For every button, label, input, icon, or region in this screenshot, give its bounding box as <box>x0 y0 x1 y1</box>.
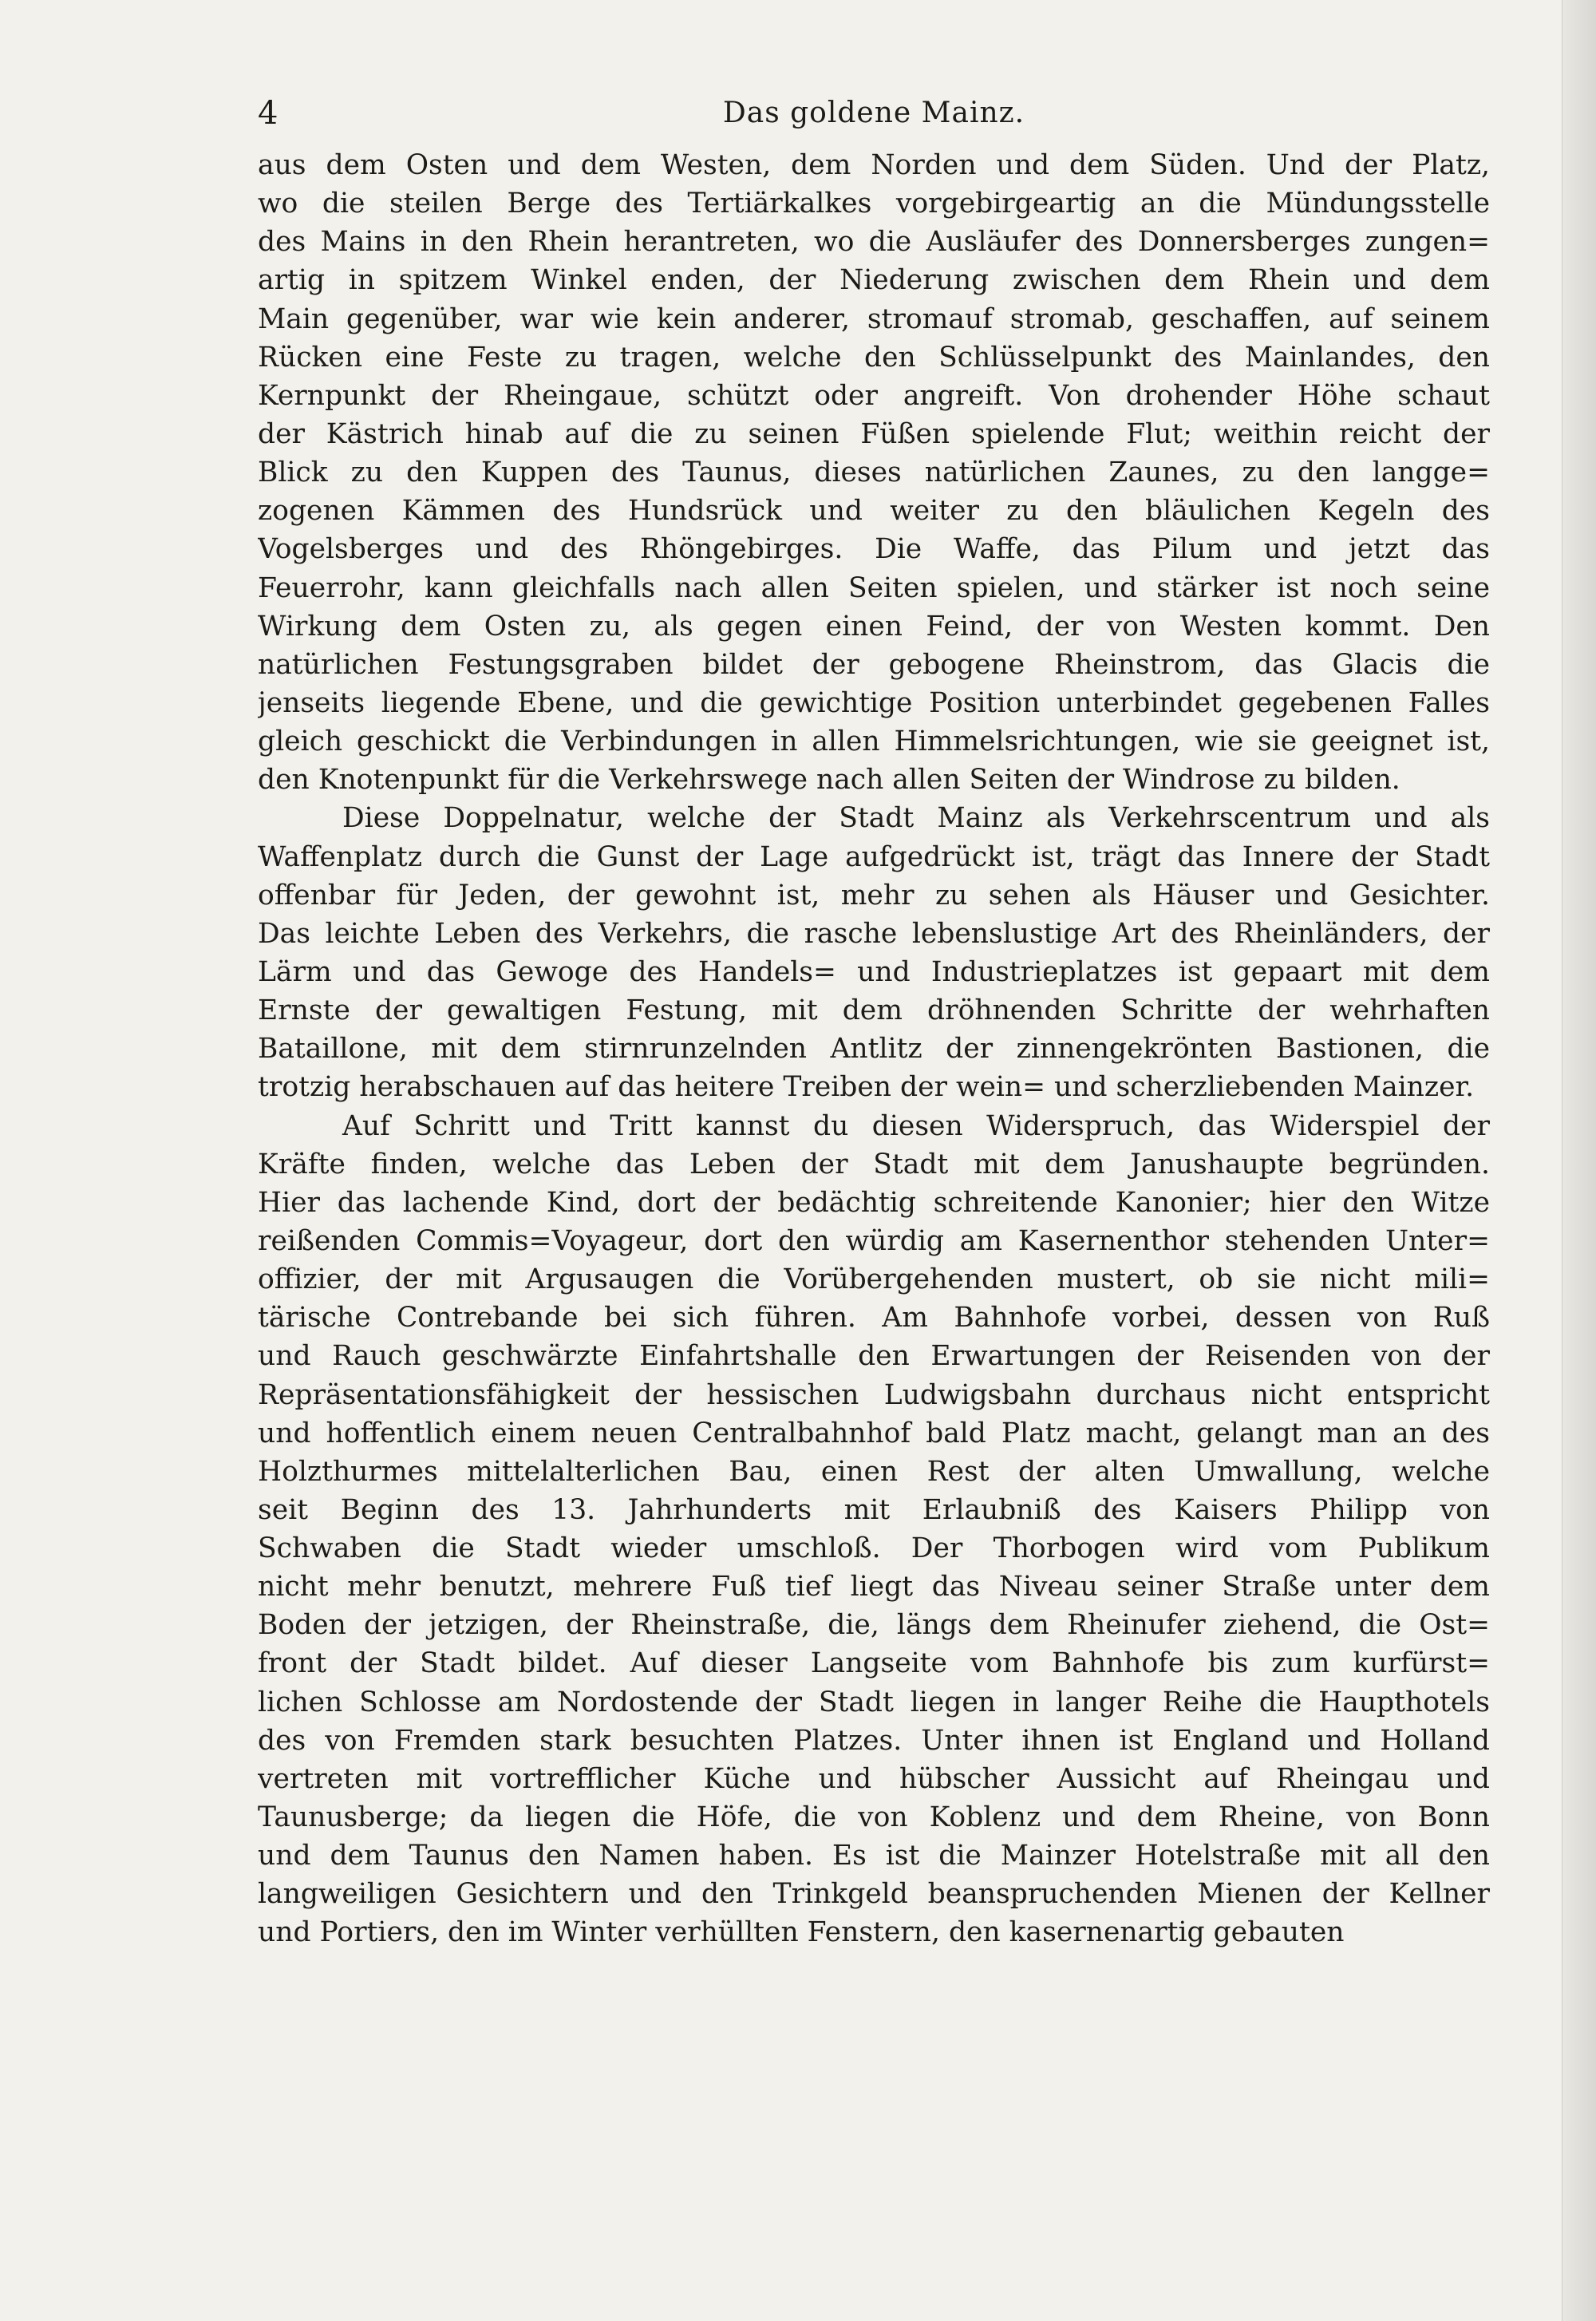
text-line: gleich geschickt die Verbindungen in allen Himmelsrichtungen, wie sie geeignet ist, <box>258 726 1490 758</box>
text-line: der Kästrich hinab auf die zu seinen Füßen spielende Flut; weithin reicht der <box>258 417 1490 450</box>
text-line: Waffenplatz durch die Gunst der Lage aufgedrückt ist, trägt das Innere der Stadt <box>258 840 1490 873</box>
text-line: Schwaben die Stadt wieder umschloß. Der Thorbogen wird vom Publikum <box>258 1532 1490 1565</box>
text-line: natürlichen Festungsgraben bildet der gebogene Rheinstrom, das Glacis die <box>258 648 1490 681</box>
text-line: Lärm und das Gewoge des Handels= und Industrieplatzes ist gepaart mit dem <box>258 955 1490 988</box>
text-line: vertreten mit vortrefflicher Küche und hübscher Aussicht auf Rheingau und <box>258 1762 1490 1795</box>
text-line: Repräsentationsfähigkeit der hessischen Ludwigsbahn durchaus nicht entspricht <box>258 1378 1490 1411</box>
page-header <box>258 89 1490 137</box>
text-line: Vogelsberges und des Rhöngebirges. Die Waffe, das Pilum und jetzt das <box>258 533 1490 566</box>
text-line: front der Stadt bildet. Auf dieser Langseite vom Bahnhofe bis zum kurfürst= <box>258 1647 1490 1680</box>
text-line: Kernpunkt der Rheingaue, schützt oder angreift. Von drohender Höhe schaut <box>258 379 1490 412</box>
text-line: aus dem Osten und dem Westen, dem Norden und dem Süden. Und der Platz, <box>258 149 1490 181</box>
text-line: Das leichte Leben des Verkehrs, die rasche lebenslustige Art des Rheinländers, der <box>258 917 1490 950</box>
text-line: und Rauch geschwärzte Einfahrtshalle den Erwartungen der Reisenden von der <box>258 1340 1490 1373</box>
text-line: reißenden Commis=Voyageur, dort den würdig am Kasernenthor stehenden Unter= <box>258 1224 1490 1257</box>
text-line: Kräfte finden, welche das Leben der Stadt mit dem Janushaupte begründen. <box>258 1148 1490 1180</box>
page-number: 4 <box>258 95 279 132</box>
text-line: langweiligen Gesichtern und den Trinkgeld beanspruchenden Mienen der Kellner <box>258 1878 1490 1911</box>
text-line: Hier das lachende Kind, dort der bedächtig schreitende Kanonier; hier den Witze <box>258 1186 1490 1219</box>
text-line: den Knotenpunkt für die Verkehrswege nach allen Seiten der Windrose zu bilden. <box>258 764 1400 797</box>
text-line: seit Beginn des 13. Jahrhunderts mit Erlaubniß des Kaisers Philipp von <box>258 1493 1490 1526</box>
text-line: Rücken eine Feste zu tragen, welche den Schlüsselpunkt des Mainlandes, den <box>258 341 1490 374</box>
text-line: Main gegenüber, war wie kein anderer, stromauf stromab, geschaffen, auf seinem <box>258 302 1490 335</box>
text-line: Diese Doppelnatur, welche der Stadt Mainz als Verkehrscentrum und als <box>342 802 1490 835</box>
text-line: offenbar für Jeden, der gewohnt ist, mehr zu sehen als Häuser und Gesichter. <box>258 879 1490 911</box>
text-line: Holzthurmes mittelalterlichen Bau, einen Rest der alten Umwallung, welche <box>258 1455 1490 1488</box>
text-line: jenseits liegende Ebene, und die gewichtige Position unterbindet gegebenen Falles <box>258 686 1490 719</box>
text-line: Boden der jetzigen, der Rheinstraße, die, längs dem Rheinufer ziehend, die Ost= <box>258 1609 1490 1642</box>
running-title: Das goldene Mainz. <box>722 97 1025 129</box>
text-line: des von Fremden stark besuchten Platzes. Unter ihnen ist England und Holland <box>258 1724 1490 1757</box>
text-line: tärische Contrebande bei sich führen. Am Bahnhofe vorbei, dessen von Ruß <box>258 1302 1490 1334</box>
text-line: zogenen Kämmen des Hundsrück und weiter zu den bläulichen Kegeln des <box>258 495 1490 528</box>
text-line: Ernste der gewaltigen Festung, mit dem dröhnenden Schritte der wehrhaften <box>258 994 1490 1027</box>
text-line: Feuerrohr, kann gleichfalls nach allen Seiten spielen, und stärker ist noch seine <box>258 571 1490 604</box>
text-line: artig in spitzem Winkel enden, der Niederung zwischen dem Rhein und dem <box>258 264 1490 297</box>
text-line: Blick zu den Kuppen des Taunus, dieses natürlichen Zaunes, zu den langge= <box>258 457 1490 489</box>
text-line: trotzig herabschauen auf das heitere Treiben der wein= und scherzliebenden Mainzer. <box>258 1071 1475 1104</box>
text-line: Wirkung dem Osten zu, als gegen einen Feind, der von Westen kommt. Den <box>258 610 1490 643</box>
text-line: offizier, der mit Argusaugen die Vorübergehenden mustert, ob sie nicht mili= <box>258 1263 1490 1296</box>
text-line: und Portiers, den im Winter verhüllten Fenstern, den kasernenartig gebauten <box>258 1916 1345 1949</box>
text-line: nicht mehr benutzt, mehrere Fuß tief liegt das Niveau seiner Straße unter dem <box>258 1571 1490 1603</box>
text-line: Taunusberge; da liegen die Höfe, die von Koblenz und dem Rheine, von Bonn <box>258 1801 1490 1834</box>
text-line: Auf Schritt und Tritt kannst du diesen Widerspruch, das Widerspiel der <box>342 1109 1490 1142</box>
text-line: und dem Taunus den Namen haben. Es ist die Mainzer Hotelstraße mit all den <box>258 1840 1490 1872</box>
body-text <box>258 146 1490 1952</box>
text-line: Bataillone, mit dem stirnrunzelnden Antlitz der zinnengekrönten Bastionen, die <box>258 1033 1490 1066</box>
text-line: wo die steilen Berge des Tertiärkalkes vorgebirgeartig an die Mündungsstelle <box>258 188 1490 220</box>
text-line: lichen Schlosse am Nordostende der Stadt liegen in langer Reihe die Haupthotels <box>258 1686 1490 1718</box>
text-line: und hoffentlich einem neuen Centralbahnhof bald Platz macht, gelangt man an des <box>258 1417 1490 1449</box>
page-edge <box>1562 0 1596 2321</box>
text-line: des Mains in den Rhein herantreten, wo die Ausläufer des Donnersberges zungen= <box>258 226 1490 259</box>
